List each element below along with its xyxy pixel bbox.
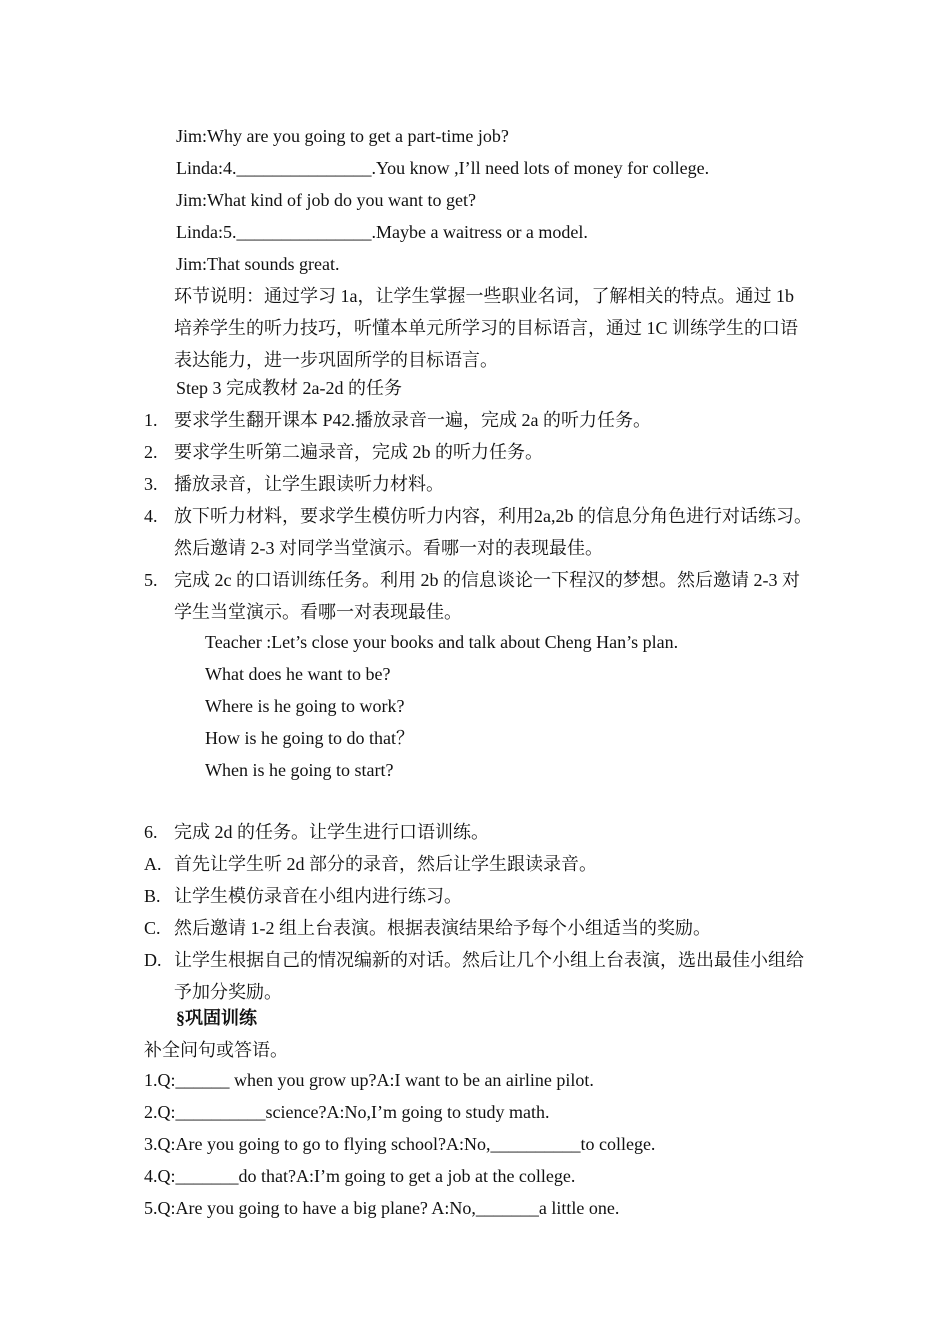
list-item: 完成 2d 的任务。让学生进行口语训练。 xyxy=(174,822,489,842)
dialogue-line: Jim:Why are you going to get a part-time job? xyxy=(176,126,509,146)
teacher-line: Teacher :Let’s close your books and talk about Cheng Han’s plan. xyxy=(205,632,679,652)
dialogue-line: Linda:5._______________.Maybe a waitress or a model. xyxy=(176,222,588,242)
question-line: 5.Q:Are you going to have a big plane? A:No,_______a little one. xyxy=(144,1198,620,1218)
step3-title: Step 3 完成教材 2a-2d 的任务 xyxy=(176,378,402,398)
list-letter: A. xyxy=(144,854,162,874)
dialogue-line: Jim:That sounds great. xyxy=(176,254,340,274)
list-item: 要求学生听第二遍录音，完成 2b 的听力任务。 xyxy=(174,442,543,462)
section-note: 环节说明：通过学习 1a，让学生掌握一些职业名词，了解相关的特点。通过 1b 培养学生的听力技巧，听懂本单元所学习的目标语言，通过 1C 训练学生的口语表达能力，进一步巩固所学的目标语言。 xyxy=(174,286,799,370)
list-letter: D. xyxy=(144,950,162,970)
list-number: 3. xyxy=(144,474,158,494)
list-number: 2. xyxy=(144,442,158,462)
list-item: 首先让学生听 2d 部分的录音，然后让学生跟读录音。 xyxy=(174,854,597,874)
list-number: 5. xyxy=(144,570,158,590)
list-number: 1. xyxy=(144,410,158,430)
list-item: 放下听力材料，要求学生模仿听力内容，利用2a,2b 的信息分角色进行对话练习。然后邀请 2-3 对同学当堂演示。看哪一对的表现最佳。 xyxy=(174,506,812,558)
practice-title: §巩固训练 xyxy=(176,1008,257,1028)
question-line: 3.Q:Are you going to go to flying school?A:No,__________to college. xyxy=(144,1134,656,1154)
teacher-line: When is he going to start? xyxy=(205,760,394,780)
list-number: 6. xyxy=(144,822,158,842)
list-letter: B. xyxy=(144,886,161,906)
list-item: 让学生模仿录音在小组内进行练习。 xyxy=(174,886,462,906)
dialogue-line: Linda:4._______________.You know ,I’ll need lots of money for college. xyxy=(176,158,710,178)
practice-instruction: 补全问句或答语。 xyxy=(144,1040,288,1060)
dialogue-line: Jim:What kind of job do you want to get? xyxy=(176,190,476,210)
list-item: 让学生根据自己的情况编新的对话。然后让几个小组上台表演，选出最佳小组给予加分奖励。 xyxy=(174,950,804,1002)
list-letter: C. xyxy=(144,918,161,938)
question-line: 1.Q:______ when you grow up?A:I want to be an airline pilot. xyxy=(144,1070,594,1090)
question-line: 4.Q:_______do that?A:I’m going to get a job at the college. xyxy=(144,1166,576,1186)
list-item: 要求学生翻开课本 P42.播放录音一遍，完成 2a 的听力任务。 xyxy=(174,410,651,430)
teacher-line: Where is he going to work? xyxy=(205,696,405,716)
list-item: 完成 2c 的口语训练任务。利用 2b 的信息谈论一下程汉的梦想。然后邀请 2-3 对学生当堂演示。看哪一对表现最佳。 xyxy=(174,570,800,622)
list-item: 然后邀请 1-2 组上台表演。根据表演结果给予每个小组适当的奖励。 xyxy=(174,918,711,938)
list-item: 播放录音，让学生跟读听力材料。 xyxy=(174,474,444,494)
teacher-line: How is he going to do that？ xyxy=(205,728,414,748)
teacher-line: What does he want to be? xyxy=(205,664,391,684)
question-line: 2.Q:__________science?A:No,I’m going to study math. xyxy=(144,1102,550,1122)
list-number: 4. xyxy=(144,506,158,526)
